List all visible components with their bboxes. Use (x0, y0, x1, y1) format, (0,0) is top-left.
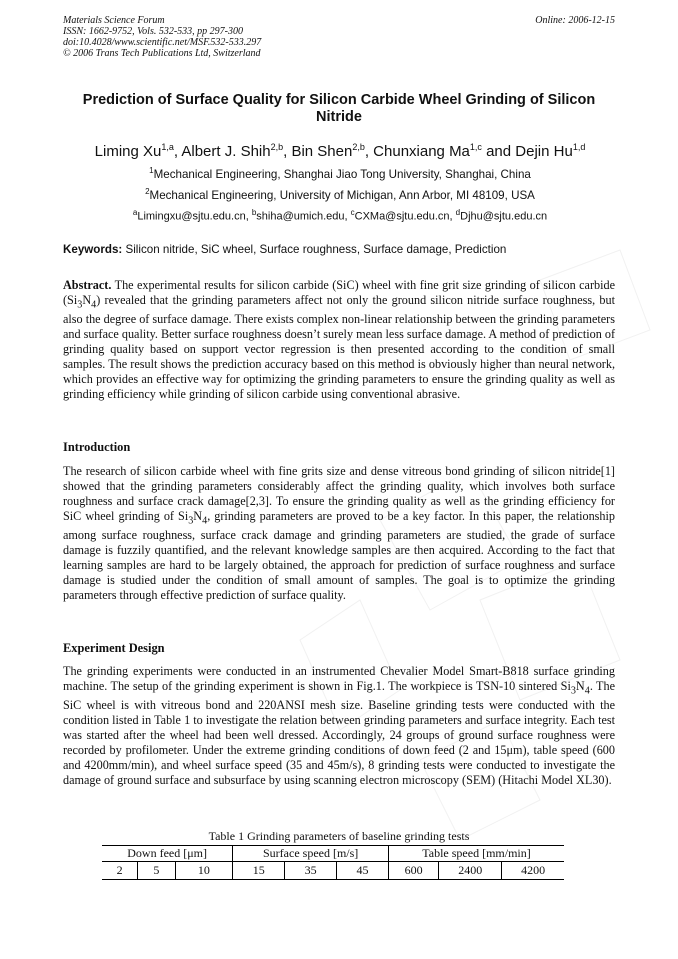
author-name: and Dejin Hu (481, 143, 573, 160)
body-text: N (193, 509, 203, 523)
email-address: shiha@umich.edu, (256, 210, 351, 223)
table-cell: 4200 (502, 862, 564, 880)
abstract-label: Abstract. (63, 278, 112, 292)
subscript: 4 (584, 685, 590, 697)
table-header-cell: Table speed [mm/min] (389, 846, 564, 862)
table-cell: 5 (138, 862, 175, 880)
table-cell: 600 (389, 862, 439, 880)
subscript: 3 (570, 685, 576, 697)
paper-title: Prediction of Surface Quality for Silicon Carbide Wheel Grinding of Silicon Nitride (82, 92, 596, 125)
experiment-paragraph (63, 664, 615, 788)
table-cell: 35 (285, 862, 337, 880)
body-text: . The SiC wheel is with vitreous bond and 220ANSI mesh size. Baseline grinding tests were conducted with the condition listed in Table 1 to investigate the relation between grinding parameters and surface integrity. Each test was started after the wheel had been well dressed. Accordingly, 24 groups of ground surface roughness were recorded by profilometer. Under the extreme grinding conditions of down feed (2 and 15μm), table speed (600 and 4200mm/min), and wheel surface speed (35 and 45m/s), 8 grinding tests were conducted to investigate the damage of ground surface and subsurface by using scanning electron microscopy (SEM) (Hitachi Model XL30). (63, 679, 615, 788)
author-name: , Albert J. Shih (173, 143, 271, 160)
author-superscript: 2,b (270, 142, 284, 152)
introduction-heading: Introduction (63, 440, 131, 454)
email-address: Djhu@sjtu.edu.cn (460, 210, 548, 223)
email-superscript: a (132, 208, 138, 217)
journal-name: Materials Science Forum (63, 15, 165, 26)
body-text: The research of silicon carbide wheel with fine grits size and dense vitreous bond grinding of silicon nitride[1] showed that the grinding parameters considerably affect the grinding quality, which involves both surface roughness and surface crack damage[2,3]. To ensure the grinding quality as well as the grinding efficiency for SiC wheel grinding of Si (63, 464, 615, 523)
copyright-line: © 2006 Trans Tech Publications Ltd, Switzerland (63, 48, 261, 59)
author-name: , Chunxiang Ma (364, 143, 470, 160)
keywords-line (63, 243, 506, 256)
body-text: The grinding experiments were conducted in an instrumented Chevalier Model Smart-B818 surface grinding machine. The setup of the grinding experiment is shown in Fig.1. The workpiece is TSN-10 sintered Si (63, 664, 615, 693)
table-cell: 2400 (439, 862, 502, 880)
journal-header (63, 15, 261, 59)
issn-line: ISSN: 1662-9752, Vols. 532-533, pp 297-300 (63, 26, 243, 37)
table-caption: Table 1 Grinding parameters of baseline grinding tests (208, 829, 470, 843)
email-address: CXMa@sjtu.edu.cn, (354, 210, 456, 223)
introduction-paragraph (63, 464, 615, 603)
email-superscript: c (350, 208, 355, 217)
affiliation-2 (40, 187, 640, 202)
abstract-paragraph (63, 278, 615, 402)
affiliation-superscript: 2 (145, 187, 150, 196)
author-list (40, 142, 640, 160)
doi-line: doi:10.4028/www.scientific.net/MSF.532-533.297 (63, 37, 262, 48)
table-cell: 45 (337, 862, 389, 880)
table-header-row (102, 846, 564, 862)
author-superscript: 1,a (161, 142, 174, 152)
table-row (102, 862, 564, 880)
email-list (40, 208, 640, 223)
online-date: Online: 2006-12-15 (535, 15, 615, 26)
author-superscript: 2,b (352, 142, 365, 152)
author-superscript: 1,d (572, 142, 586, 152)
table-cell: 10 (175, 862, 233, 880)
affiliation-text: Mechanical Engineering, Shanghai Jiao Tong University, Shanghai, China (153, 167, 531, 181)
affiliation-superscript: 1 (149, 166, 154, 175)
table-cell: 15 (233, 862, 285, 880)
body-text: N (575, 679, 585, 693)
affiliation-1 (40, 166, 640, 181)
subscript: 4 (91, 299, 97, 311)
author-name: , Bin Shen (283, 143, 353, 160)
affiliation-text: Mechanical Engineering, University of Michigan, Ann Arbor, MI 48109, USA (149, 188, 535, 202)
email-superscript: d (455, 208, 461, 217)
abstract-text: ) revealed that the grinding parameters affect not only the ground silicon nitride surface roughness, but also the degree of surface damage. There exists complex non-linear relationship between the grinding parameters and surface quality. Better surface roughness doesn’t surely mean less surface damage. A method of prediction of grinding quality based on support vector regression is then presented according to the condition of small samples. The result shows the prediction accuracy based on this method is obviously higher than neural network, which provides an effective way for optimizing the grinding parameters to ensure the grinding quality as well as grinding efficiency while grinding of silicon carbide using conventional abrasive. (63, 293, 615, 402)
author-superscript: 1,c (469, 142, 482, 152)
body-text: , grinding parameters are proved to be a key factor. In this paper, the relationship among surface roughness, surface crack damage and grinding parameters are studied, the grade of surface damage is fuzzily quantified, and the relevant knowledge samples are then acquired. According to the fact that learning samples are hard to be largely obtained, the approach for prediction of surface roughness and surface damage is studied under the condition of small amount of samples. The goal is to optimize the grinding parameters through effective prediction of surface quality. (63, 509, 615, 603)
subscript: 4 (202, 515, 208, 527)
keywords-label: Keywords: (63, 243, 123, 256)
grinding-parameters-table (102, 845, 564, 880)
experiment-heading: Experiment Design (63, 641, 165, 655)
keywords-text: Silicon nitride, SiC wheel, Surface roughness, Surface damage, Prediction (122, 243, 507, 256)
table-header-cell: Down feed [μm] (102, 846, 233, 862)
subscript: 3 (188, 515, 194, 527)
abstract-text: N (82, 293, 92, 307)
email-superscript: b (251, 208, 257, 217)
email-address: Limingxu@sjtu.edu.cn, (137, 210, 252, 223)
author-name: Liming Xu (94, 143, 162, 160)
table-cell: 2 (102, 862, 138, 880)
subscript: 3 (77, 299, 83, 311)
table-header-cell: Surface speed [m/s] (233, 846, 389, 862)
abstract-text: The experimental results for silicon carbide (SiC) wheel with fine grit size grinding of silicon carbide (Si (63, 278, 615, 307)
